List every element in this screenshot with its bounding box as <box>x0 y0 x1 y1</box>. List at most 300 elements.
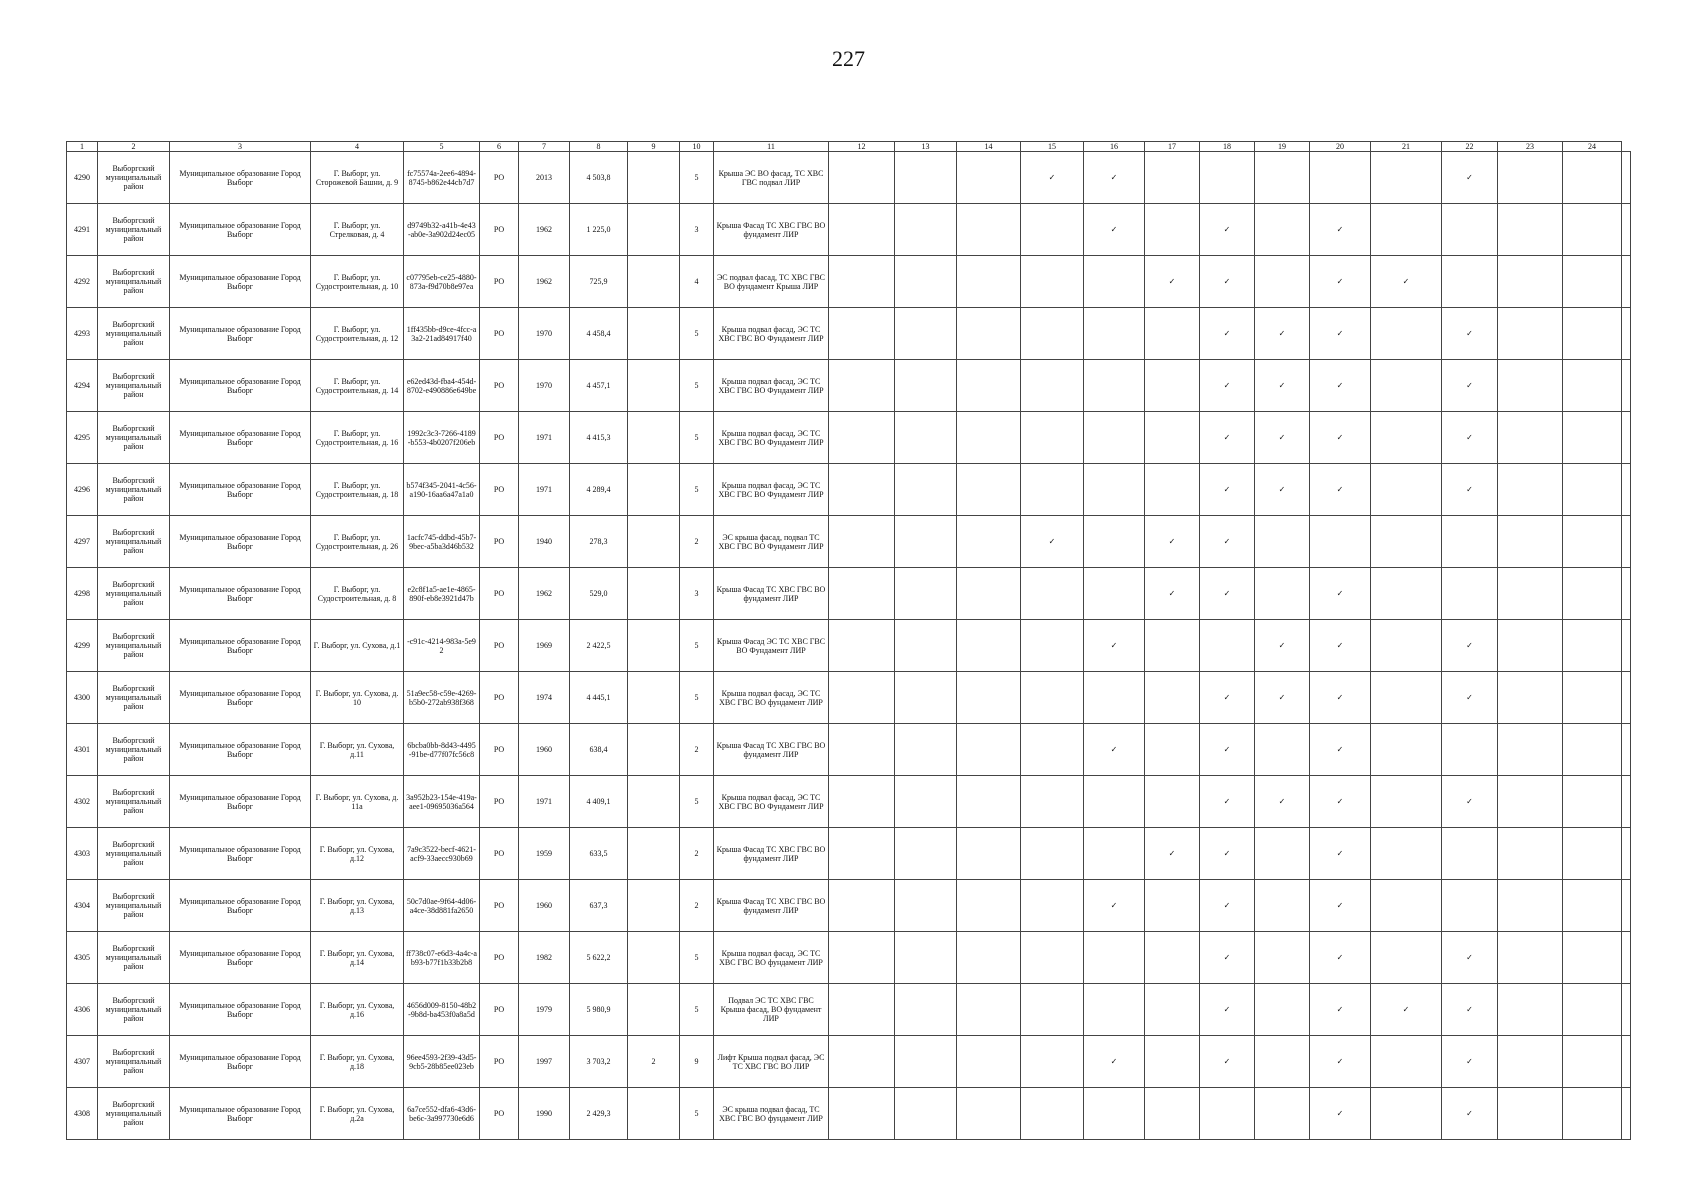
empty-cell <box>1145 308 1200 360</box>
building-code-cell: 51a9ec58-c59e-4269-b5b0-272ab938f368 <box>404 672 480 724</box>
form-cell: РО <box>480 776 519 828</box>
empty-cell <box>1145 724 1200 776</box>
empty-cell <box>1563 516 1622 568</box>
works-cell: Лифт Крыша подвал фасад, ЭС ТС ХВС ГВС ВО ЛИР <box>714 1036 829 1088</box>
empty-cell <box>1442 724 1498 776</box>
empty-cell <box>895 828 957 880</box>
building-code-cell: 7a9c3522-becf-4621-acf9-33aecc930b69 <box>404 828 480 880</box>
check-icon: ✓ <box>1310 620 1371 672</box>
column-9-cell <box>628 204 680 256</box>
empty-cell <box>957 880 1021 932</box>
works-cell: Крыша подвал фасад, ЭС ТС ХВС ГВС ВО Фундамент ЛИР <box>714 412 829 464</box>
column-10-cell: 5 <box>680 776 714 828</box>
area-cell: 633,5 <box>570 828 628 880</box>
column-number: 24 <box>1563 142 1622 152</box>
check-icon: ✓ <box>1200 1036 1255 1088</box>
empty-cell <box>895 256 957 308</box>
district-cell: Выборгский муниципальный район <box>98 1036 170 1088</box>
empty-cell <box>895 620 957 672</box>
empty-cell <box>1622 204 1631 256</box>
empty-cell <box>1021 776 1084 828</box>
empty-cell <box>1498 672 1563 724</box>
empty-cell <box>1255 516 1310 568</box>
column-9-cell <box>628 516 680 568</box>
form-cell: РО <box>480 308 519 360</box>
empty-cell <box>829 1036 895 1088</box>
area-cell: 5 622,2 <box>570 932 628 984</box>
year-cell: 1982 <box>519 932 570 984</box>
column-9-cell <box>628 724 680 776</box>
check-icon: ✓ <box>1310 1036 1371 1088</box>
empty-cell <box>1498 724 1563 776</box>
column-number: 12 <box>829 142 895 152</box>
empty-cell <box>1255 828 1310 880</box>
empty-cell <box>1563 932 1622 984</box>
column-number: 15 <box>1021 142 1084 152</box>
works-cell: Крыша Фасад ТС ХВС ГВС ВО фундамент ЛИР <box>714 724 829 776</box>
check-icon: ✓ <box>1255 776 1310 828</box>
row-number: 4304 <box>67 880 98 932</box>
empty-cell <box>1563 620 1622 672</box>
municipality-cell: Муниципальное образование Город Выборг <box>170 412 311 464</box>
district-cell: Выборгский муниципальный район <box>98 776 170 828</box>
empty-cell <box>1021 1036 1084 1088</box>
empty-cell <box>1084 256 1145 308</box>
municipality-cell: Муниципальное образование Город Выборг <box>170 308 311 360</box>
empty-cell <box>895 984 957 1036</box>
column-number: 2 <box>98 142 170 152</box>
check-icon: ✓ <box>1310 932 1371 984</box>
empty-cell <box>1442 516 1498 568</box>
row-number: 4295 <box>67 412 98 464</box>
check-icon: ✓ <box>1371 256 1442 308</box>
column-9-cell <box>628 932 680 984</box>
row-number: 4298 <box>67 568 98 620</box>
empty-cell <box>1145 1036 1200 1088</box>
table-row <box>67 412 1631 464</box>
empty-cell <box>1145 984 1200 1036</box>
empty-cell <box>1021 620 1084 672</box>
column-number: 11 <box>714 142 829 152</box>
empty-cell <box>829 256 895 308</box>
address-cell: Г. Выборг, ул. Судостроительная, д. 14 <box>311 360 404 412</box>
empty-cell <box>1498 256 1563 308</box>
row-number: 4297 <box>67 516 98 568</box>
empty-cell <box>957 568 1021 620</box>
district-cell: Выборгский муниципальный район <box>98 360 170 412</box>
empty-cell <box>1563 412 1622 464</box>
empty-cell <box>895 1036 957 1088</box>
row-number: 4291 <box>67 204 98 256</box>
empty-cell <box>1371 1088 1442 1140</box>
empty-cell <box>1563 568 1622 620</box>
form-cell: РО <box>480 256 519 308</box>
municipality-cell: Муниципальное образование Город Выборг <box>170 672 311 724</box>
empty-cell <box>1622 412 1631 464</box>
column-10-cell: 2 <box>680 516 714 568</box>
check-icon: ✓ <box>1200 516 1255 568</box>
empty-cell <box>1442 880 1498 932</box>
empty-cell <box>1563 204 1622 256</box>
works-cell: Крыша Фасад ТС ХВС ГВС ВО фундамент ЛИР <box>714 568 829 620</box>
check-icon: ✓ <box>1310 412 1371 464</box>
empty-cell <box>1371 672 1442 724</box>
check-icon: ✓ <box>1310 880 1371 932</box>
empty-cell <box>1622 620 1631 672</box>
check-icon: ✓ <box>1145 256 1200 308</box>
check-icon: ✓ <box>1442 620 1498 672</box>
municipality-cell: Муниципальное образование Город Выборг <box>170 1088 311 1140</box>
empty-cell <box>1021 828 1084 880</box>
district-cell: Выборгский муниципальный район <box>98 828 170 880</box>
municipality-cell: Муниципальное образование Город Выборг <box>170 152 311 204</box>
form-cell: РО <box>480 672 519 724</box>
empty-cell <box>1498 1036 1563 1088</box>
check-icon: ✓ <box>1442 412 1498 464</box>
form-cell: РО <box>480 412 519 464</box>
check-icon: ✓ <box>1310 984 1371 1036</box>
check-icon: ✓ <box>1200 464 1255 516</box>
column-9-cell: 2 <box>628 1036 680 1088</box>
column-9-cell <box>628 620 680 672</box>
area-cell: 638,4 <box>570 724 628 776</box>
year-cell: 1940 <box>519 516 570 568</box>
empty-cell <box>829 984 895 1036</box>
check-icon: ✓ <box>1442 464 1498 516</box>
empty-cell <box>829 776 895 828</box>
area-cell: 4 503,8 <box>570 152 628 204</box>
empty-cell <box>829 568 895 620</box>
empty-cell <box>1255 724 1310 776</box>
table-row <box>67 672 1631 724</box>
empty-cell <box>895 672 957 724</box>
address-cell: Г. Выборг, ул. Судостроительная, д. 10 <box>311 256 404 308</box>
check-icon: ✓ <box>1442 152 1498 204</box>
housing-register-table <box>66 141 1631 1140</box>
empty-cell <box>1255 1036 1310 1088</box>
building-code-cell: e62ed43d-fba4-454d-8702-e490886e649be <box>404 360 480 412</box>
address-cell: Г. Выборг, ул. Сухова, д.13 <box>311 880 404 932</box>
area-cell: 1 225,0 <box>570 204 628 256</box>
table-row <box>67 152 1631 204</box>
area-cell: 725,9 <box>570 256 628 308</box>
form-cell: РО <box>480 1036 519 1088</box>
column-number: 9 <box>628 142 680 152</box>
column-10-cell: 4 <box>680 256 714 308</box>
area-cell: 278,3 <box>570 516 628 568</box>
empty-cell <box>1498 776 1563 828</box>
column-number: 3 <box>170 142 311 152</box>
empty-cell <box>1145 620 1200 672</box>
empty-cell <box>1021 464 1084 516</box>
check-icon: ✓ <box>1145 568 1200 620</box>
district-cell: Выборгский муниципальный район <box>98 516 170 568</box>
column-9-cell <box>628 464 680 516</box>
empty-cell <box>1084 412 1145 464</box>
form-cell: РО <box>480 464 519 516</box>
page-number: 227 <box>832 46 865 71</box>
empty-cell <box>1084 776 1145 828</box>
municipality-cell: Муниципальное образование Город Выборг <box>170 568 311 620</box>
empty-cell <box>1255 256 1310 308</box>
empty-cell <box>1622 672 1631 724</box>
empty-cell <box>1498 516 1563 568</box>
address-cell: Г. Выборг, ул. Сторожевой Башни, д. 9 <box>311 152 404 204</box>
year-cell: 2013 <box>519 152 570 204</box>
works-cell: Крыша Фасад ТС ХВС ГВС ВО фундамент ЛИР <box>714 204 829 256</box>
column-number: 17 <box>1145 142 1200 152</box>
empty-cell <box>1371 152 1442 204</box>
address-cell: Г. Выборг, ул. Судостроительная, д. 12 <box>311 308 404 360</box>
empty-cell <box>957 828 1021 880</box>
empty-cell <box>957 412 1021 464</box>
district-cell: Выборгский муниципальный район <box>98 308 170 360</box>
municipality-cell: Муниципальное образование Город Выборг <box>170 620 311 672</box>
building-code-cell: 1992c3c3-7266-4189-b553-4b0207f206eb <box>404 412 480 464</box>
municipality-cell: Муниципальное образование Город Выборг <box>170 828 311 880</box>
empty-cell <box>1145 412 1200 464</box>
empty-cell <box>1084 672 1145 724</box>
building-code-cell: e2c8f1a5-ae1e-4865-890f-eb8e3921d47b <box>404 568 480 620</box>
column-9-cell <box>628 256 680 308</box>
empty-cell <box>1084 932 1145 984</box>
empty-cell <box>1021 256 1084 308</box>
empty-cell <box>1498 360 1563 412</box>
empty-cell <box>829 360 895 412</box>
empty-cell <box>1622 1036 1631 1088</box>
column-10-cell: 5 <box>680 932 714 984</box>
empty-cell <box>1563 672 1622 724</box>
check-icon: ✓ <box>1310 776 1371 828</box>
empty-cell <box>895 516 957 568</box>
column-9-cell <box>628 776 680 828</box>
empty-cell <box>957 1088 1021 1140</box>
empty-cell <box>957 724 1021 776</box>
district-cell: Выборгский муниципальный район <box>98 880 170 932</box>
empty-cell <box>1145 1088 1200 1140</box>
empty-cell <box>1371 1036 1442 1088</box>
empty-cell <box>957 984 1021 1036</box>
empty-cell <box>1622 1088 1631 1140</box>
empty-cell <box>829 724 895 776</box>
area-cell: 529,0 <box>570 568 628 620</box>
empty-cell <box>1021 412 1084 464</box>
year-cell: 1962 <box>519 568 570 620</box>
check-icon: ✓ <box>1255 308 1310 360</box>
building-code-cell: 96ee4593-2f39-43d5-9cb5-28b85ee023eb <box>404 1036 480 1088</box>
building-code-cell: d9749b32-a41b-4e43-ab0e-3a902d24ec05 <box>404 204 480 256</box>
empty-cell <box>957 256 1021 308</box>
area-cell: 2 429,3 <box>570 1088 628 1140</box>
empty-cell <box>1563 828 1622 880</box>
check-icon: ✓ <box>1255 672 1310 724</box>
empty-cell <box>1255 880 1310 932</box>
empty-cell <box>829 308 895 360</box>
check-icon: ✓ <box>1200 256 1255 308</box>
year-cell: 1979 <box>519 984 570 1036</box>
check-icon: ✓ <box>1145 828 1200 880</box>
empty-cell <box>1498 828 1563 880</box>
row-number: 4301 <box>67 724 98 776</box>
year-cell: 1962 <box>519 204 570 256</box>
column-10-cell: 2 <box>680 880 714 932</box>
empty-cell <box>957 932 1021 984</box>
empty-cell <box>957 360 1021 412</box>
form-cell: РО <box>480 568 519 620</box>
form-cell: РО <box>480 984 519 1036</box>
area-cell: 4 458,4 <box>570 308 628 360</box>
municipality-cell: Муниципальное образование Город Выборг <box>170 880 311 932</box>
municipality-cell: Муниципальное образование Город Выборг <box>170 204 311 256</box>
empty-cell <box>1255 932 1310 984</box>
empty-cell <box>1563 776 1622 828</box>
check-icon: ✓ <box>1310 464 1371 516</box>
works-cell: Подвал ЭС ТС ХВС ГВС Крыша фасад, ВО фундамент ЛИР <box>714 984 829 1036</box>
address-cell: Г. Выборг, ул. Сухова, д.1 <box>311 620 404 672</box>
form-cell: РО <box>480 1088 519 1140</box>
empty-cell <box>895 464 957 516</box>
empty-cell <box>957 620 1021 672</box>
area-cell: 3 703,2 <box>570 1036 628 1088</box>
check-icon: ✓ <box>1084 204 1145 256</box>
row-number: 4292 <box>67 256 98 308</box>
table-row <box>67 464 1631 516</box>
table-row <box>67 360 1631 412</box>
check-icon: ✓ <box>1021 516 1084 568</box>
check-icon: ✓ <box>1310 1088 1371 1140</box>
table-row <box>67 984 1631 1036</box>
empty-cell <box>957 776 1021 828</box>
column-10-cell: 2 <box>680 828 714 880</box>
empty-cell <box>1563 1088 1622 1140</box>
municipality-cell: Муниципальное образование Город Выборг <box>170 724 311 776</box>
column-9-cell <box>628 308 680 360</box>
area-cell: 4 445,1 <box>570 672 628 724</box>
empty-cell <box>1084 360 1145 412</box>
column-10-cell: 5 <box>680 308 714 360</box>
empty-cell <box>1145 880 1200 932</box>
district-cell: Выборгский муниципальный район <box>98 464 170 516</box>
form-cell: РО <box>480 204 519 256</box>
check-icon: ✓ <box>1200 308 1255 360</box>
works-cell: Крыша подвал фасад, ЭС ТС ХВС ГВС ВО фундамент ЛИР <box>714 932 829 984</box>
empty-cell <box>1021 360 1084 412</box>
form-cell: РО <box>480 932 519 984</box>
check-icon: ✓ <box>1200 828 1255 880</box>
empty-cell <box>829 828 895 880</box>
empty-cell <box>1563 152 1622 204</box>
year-cell: 1997 <box>519 1036 570 1088</box>
column-9-cell <box>628 672 680 724</box>
address-cell: Г. Выборг, ул. Сухова, д.18 <box>311 1036 404 1088</box>
empty-cell <box>1442 568 1498 620</box>
empty-cell <box>1200 1088 1255 1140</box>
district-cell: Выборгский муниципальный район <box>98 984 170 1036</box>
building-code-cell: 50c7d0ae-9f64-4d06-a4ce-38d881fa2650 <box>404 880 480 932</box>
column-number: 22 <box>1442 142 1498 152</box>
empty-cell <box>1084 516 1145 568</box>
row-number: 4290 <box>67 152 98 204</box>
address-cell: Г. Выборг, ул. Судостроительная, д. 16 <box>311 412 404 464</box>
empty-cell <box>829 204 895 256</box>
municipality-cell: Муниципальное образование Город Выборг <box>170 516 311 568</box>
empty-cell <box>1145 204 1200 256</box>
column-number: 14 <box>957 142 1021 152</box>
check-icon: ✓ <box>1442 1088 1498 1140</box>
form-cell: РО <box>480 724 519 776</box>
check-icon: ✓ <box>1200 672 1255 724</box>
empty-cell <box>1145 776 1200 828</box>
column-10-cell: 5 <box>680 672 714 724</box>
empty-cell <box>1371 516 1442 568</box>
empty-cell <box>1021 1088 1084 1140</box>
check-icon: ✓ <box>1442 308 1498 360</box>
empty-cell <box>1622 828 1631 880</box>
area-cell: 637,3 <box>570 880 628 932</box>
area-cell: 2 422,5 <box>570 620 628 672</box>
municipality-cell: Муниципальное образование Город Выборг <box>170 984 311 1036</box>
works-cell: ЭС крыша фасад, подвал ТС ХВС ГВС ВО Фундамент ЛИР <box>714 516 829 568</box>
check-icon: ✓ <box>1442 776 1498 828</box>
column-9-cell <box>628 360 680 412</box>
column-10-cell: 9 <box>680 1036 714 1088</box>
address-cell: Г. Выборг, ул. Судостроительная, д. 26 <box>311 516 404 568</box>
column-10-cell: 5 <box>680 152 714 204</box>
empty-cell <box>1563 360 1622 412</box>
empty-cell <box>895 308 957 360</box>
year-cell: 1969 <box>519 620 570 672</box>
district-cell: Выборгский муниципальный район <box>98 152 170 204</box>
empty-cell <box>1371 360 1442 412</box>
check-icon: ✓ <box>1200 568 1255 620</box>
empty-cell <box>829 620 895 672</box>
empty-cell <box>1371 776 1442 828</box>
works-cell: Крыша подвал фасад, ЭС ТС ХВС ГВС ВО Фундамент ЛИР <box>714 308 829 360</box>
check-icon: ✓ <box>1310 204 1371 256</box>
check-icon: ✓ <box>1310 724 1371 776</box>
empty-cell <box>829 1088 895 1140</box>
works-cell: ЭС крыша подвал фасад, ТС ХВС ГВС ВО фундамент ЛИР <box>714 1088 829 1140</box>
empty-cell <box>1371 932 1442 984</box>
empty-cell <box>1084 984 1145 1036</box>
address-cell: Г. Выборг, ул. Стрелковая, д. 4 <box>311 204 404 256</box>
column-number-row <box>67 142 1631 152</box>
empty-cell <box>1371 464 1442 516</box>
empty-cell <box>1084 464 1145 516</box>
row-number: 4300 <box>67 672 98 724</box>
check-icon: ✓ <box>1084 724 1145 776</box>
empty-cell <box>829 412 895 464</box>
column-number: 5 <box>404 142 480 152</box>
check-icon: ✓ <box>1442 984 1498 1036</box>
municipality-cell: Муниципальное образование Город Выборг <box>170 360 311 412</box>
column-10-cell: 5 <box>680 620 714 672</box>
works-cell: Крыша подвал фасад, ЭС ТС ХВС ГВС ВО Фундамент ЛИР <box>714 776 829 828</box>
empty-cell <box>1145 932 1200 984</box>
form-cell: РО <box>480 620 519 672</box>
year-cell: 1971 <box>519 776 570 828</box>
column-number: 19 <box>1255 142 1310 152</box>
check-icon: ✓ <box>1310 360 1371 412</box>
address-cell: Г. Выборг, ул. Сухова, д.12 <box>311 828 404 880</box>
year-cell: 1962 <box>519 256 570 308</box>
building-code-cell: 6bcba0bb-8d43-4495-91be-d77f07fc56c8 <box>404 724 480 776</box>
check-icon: ✓ <box>1255 412 1310 464</box>
empty-cell <box>895 724 957 776</box>
empty-cell <box>895 568 957 620</box>
empty-cell <box>1622 152 1631 204</box>
column-10-cell: 3 <box>680 568 714 620</box>
